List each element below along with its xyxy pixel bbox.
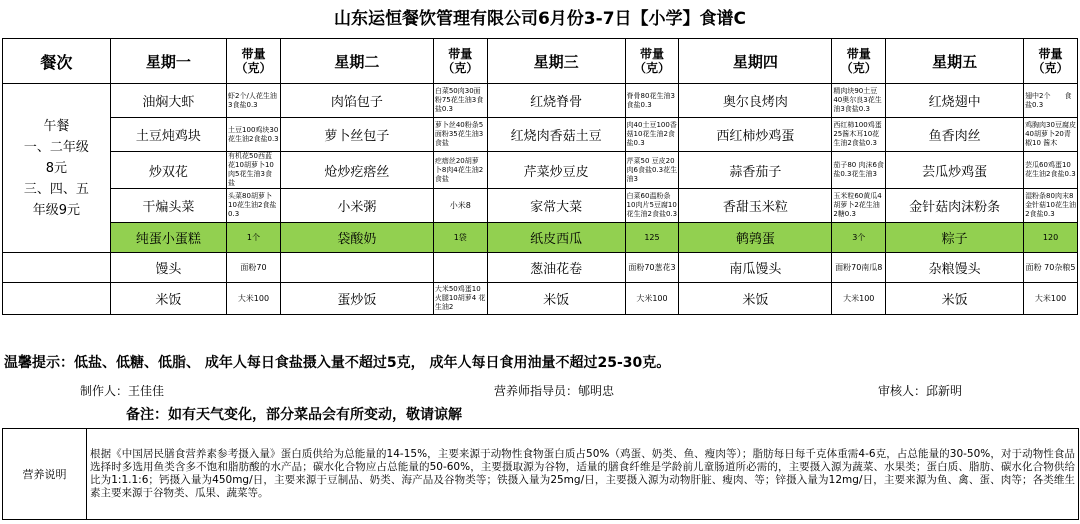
qty-cell: 芹菜50 豆皮20肉6食盐0.3花生油3	[625, 152, 679, 189]
qty-header: 带量（克）	[433, 39, 487, 84]
menu-row	[3, 118, 1078, 152]
qty-cell: 肉40土豆100香菇10花生油2食盐0.3	[625, 118, 679, 152]
dish-cell: 蒜香茄子	[679, 152, 832, 189]
nutritionist-label: 营养师指导员：郇明忠	[494, 384, 615, 398]
meal-header: 餐次	[3, 39, 111, 84]
qty-cell: 面粉70葱花3	[625, 253, 679, 283]
qty-cell: 精肉块90土豆40奥尔良3花生油3食盐0.3	[832, 84, 886, 118]
dish-cell: 纯蛋小蛋糕	[110, 223, 226, 253]
qty-header: 带量（克）	[1024, 39, 1078, 84]
dish-cell	[280, 253, 433, 283]
lunch-label-line: 三、四、五	[23, 181, 89, 197]
dish-cell: 葱油花卷	[487, 253, 625, 283]
qty-cell: 湿粉条80肉末8金针菇10花生油2食盐0.3	[1024, 189, 1078, 223]
qty-header: 带量（克）	[227, 39, 281, 84]
day-header-wed: 星期三	[487, 39, 625, 84]
day-header-tue: 星期二	[280, 39, 433, 84]
menu-row	[3, 223, 1078, 253]
page-title: 山东运恒餐饮管理有限公司6月份3-7日【小学】食谱C	[333, 9, 747, 29]
qty-cell: 大米100	[832, 283, 886, 315]
dish-cell: 红烧翅中	[886, 84, 1024, 118]
dish-cell: 南瓜馒头	[679, 253, 832, 283]
qty-cell: 翅中2个 食盐0.3	[1024, 84, 1078, 118]
lunch-label-line: 一、二年级	[23, 139, 89, 155]
day-header-thu: 星期四	[679, 39, 832, 84]
dish-cell: 米饭	[886, 283, 1024, 315]
qty-cell: 大米100	[625, 283, 679, 315]
qty-cell: 大米100	[1024, 283, 1078, 315]
qty-cell: 大米100	[227, 283, 281, 315]
dish-cell: 蛋炒饭	[280, 283, 433, 315]
lunch-label	[3, 84, 111, 253]
lunch-label-line: 午餐	[43, 118, 70, 134]
lunch-label-line: 年级9元	[32, 202, 80, 218]
dish-cell: 鱼香肉丝	[886, 118, 1024, 152]
qty-cell: 小米8	[433, 189, 487, 223]
dish-cell: 芸瓜炒鸡蛋	[886, 152, 1024, 189]
nutrition-table	[2, 428, 1079, 520]
dish-cell: 粽子	[886, 223, 1024, 253]
qty-cell: 疙瘩丝20胡萝卜8肉4花生油2食盐	[433, 152, 487, 189]
dish-cell: 红烧脊骨	[487, 84, 625, 118]
header-row	[3, 39, 1078, 84]
qty-cell: 白菜50肉30面粉75花生油3食盐0.3	[433, 84, 487, 118]
qty-cell: 面粉70南瓜8	[832, 253, 886, 283]
menu-row	[3, 189, 1078, 223]
menu-row	[3, 253, 1078, 283]
dish-cell: 炒双花	[110, 152, 226, 189]
dish-cell: 西红柿炒鸡蛋	[679, 118, 832, 152]
dish-cell: 芹菜炒豆皮	[487, 152, 625, 189]
dish-cell: 袋酸奶	[280, 223, 433, 253]
qty-cell: 大米50鸡蛋10火腿10胡萝4 花生油2	[433, 283, 487, 315]
qty-cell: 萝卜丝40粉条5面粉35花生油3食盐	[433, 118, 487, 152]
dish-cell: 红烧肉香菇土豆	[487, 118, 625, 152]
qty-cell: 芸瓜60鸡蛋10花生油2食盐0.3	[1024, 152, 1078, 189]
dish-cell: 米饭	[110, 283, 226, 315]
qty-cell: 120	[1024, 223, 1078, 253]
qty-cell: 有机花50西蓝花10胡萝卜10肉5花生油3食盐	[227, 152, 281, 189]
dish-cell: 米饭	[679, 283, 832, 315]
qty-header: 带量（克）	[832, 39, 886, 84]
dish-cell: 肉馅包子	[280, 84, 433, 118]
qty-cell: 3个	[832, 223, 886, 253]
menu-row	[3, 84, 1078, 118]
remark: 备注：如有天气变化，部分菜品会有所变动，敬请谅解	[126, 407, 462, 423]
dish-cell: 米饭	[487, 283, 625, 315]
qty-cell: 茄子80 肉沫6食盐0.3花生油3	[832, 152, 886, 189]
dish-cell: 香甜玉米粒	[679, 189, 832, 223]
qty-cell: 脊骨80花生油3食盐0.3	[625, 84, 679, 118]
qty-cell: 土豆100鸡块30花生油2食盐0.3	[227, 118, 281, 152]
qty-cell: 玉米粒60黄瓜4胡萝卜2花生油2糖0.3	[832, 189, 886, 223]
dish-cell: 干煸头菜	[110, 189, 226, 223]
day-header-fri: 星期五	[886, 39, 1024, 84]
dish-cell: 土豆炖鸡块	[110, 118, 226, 152]
day-header-mon: 星期一	[110, 39, 226, 84]
dish-cell: 纸皮西瓜	[487, 223, 625, 253]
menu-row	[3, 152, 1078, 189]
qty-cell: 1个	[227, 223, 281, 253]
dish-cell: 奥尔良烤肉	[679, 84, 832, 118]
qty-cell: 125	[625, 223, 679, 253]
qty-cell: 1袋	[433, 223, 487, 253]
qty-cell: 面粉70	[227, 253, 281, 283]
qty-cell: 鸡胸肉30豆腐皮40胡萝卜20青椒10 酱木	[1024, 118, 1078, 152]
dish-cell: 油焖大虾	[110, 84, 226, 118]
dish-cell: 杂粮馒头	[886, 253, 1024, 283]
menu-row	[3, 283, 1078, 315]
menu-table	[2, 38, 1078, 315]
warm-tip: 温馨提示：低盐、低糖、低脂、 成年人每日食盐摄入量不超过5克， 成年人每日食用油量不超过25-30克。	[4, 355, 671, 371]
lunch-label-line: 8元	[45, 160, 67, 176]
empty-cell	[3, 253, 111, 283]
dish-cell: 炝炒疙瘩丝	[280, 152, 433, 189]
qty-cell: 白菜60温粉条10肉片5豆腐10花生油2食盐0.3	[625, 189, 679, 223]
dish-cell: 鹌鹑蛋	[679, 223, 832, 253]
qty-cell: 西红柿100鸡蛋25酱木耳10花生油2食盐0.3	[832, 118, 886, 152]
dish-cell: 小米粥	[280, 189, 433, 223]
qty-cell	[433, 253, 487, 283]
nutrition-text: 根据《中国居民膳食营养素参考摄入量》蛋白质供给为总能量的14-15%，主要来源于动物性食物蛋白质占50%（鸡蛋、奶类、鱼、瘦肉等）；脂肪每日每千克体重需4-6克，占总能量的30-50%，对于动物性食品选择时多选用鱼类含多不饱和脂肪酸的水产品；碳水化合物应占总能量的50-60%，主要摄取源为谷物，适量的膳食纤维是学龄前儿童肠道所必需的，主要摄入源为蔬菜、水果类；蛋白质、脂肪、碳水化合物供给比为1:1.1:6；钙摄入量为450mg/日，主要来源于豆制品、奶类、海产品及谷物类等；铁摄入量为25mg/日，主要摄入源为动物肝脏、瘦肉、等；锌摄入量为12mg/日，主要来源为鱼、禽、蛋、肉等；各类维生素主要来源于谷物类、瓜果、蔬菜等。	[87, 429, 1079, 520]
qty-cell: 头菜80胡萝卜10花生油2食盐0.3	[227, 189, 281, 223]
empty-cell	[3, 283, 111, 315]
qty-cell: 虾2个/人花生油3食盐0.3	[227, 84, 281, 118]
dish-cell: 金针菇肉沫粉条	[886, 189, 1024, 223]
dish-cell: 家常大菜	[487, 189, 625, 223]
dish-cell: 萝卜丝包子	[280, 118, 433, 152]
maker-label: 制作人：王佳佳	[80, 384, 165, 398]
qty-cell: 面粉 70杂粮5	[1024, 253, 1078, 283]
qty-header: 带量（克）	[625, 39, 679, 84]
reviewer-label: 审核人：邱新明	[878, 384, 963, 398]
nutrition-label: 营养说明	[3, 429, 87, 520]
dish-cell: 馒头	[110, 253, 226, 283]
